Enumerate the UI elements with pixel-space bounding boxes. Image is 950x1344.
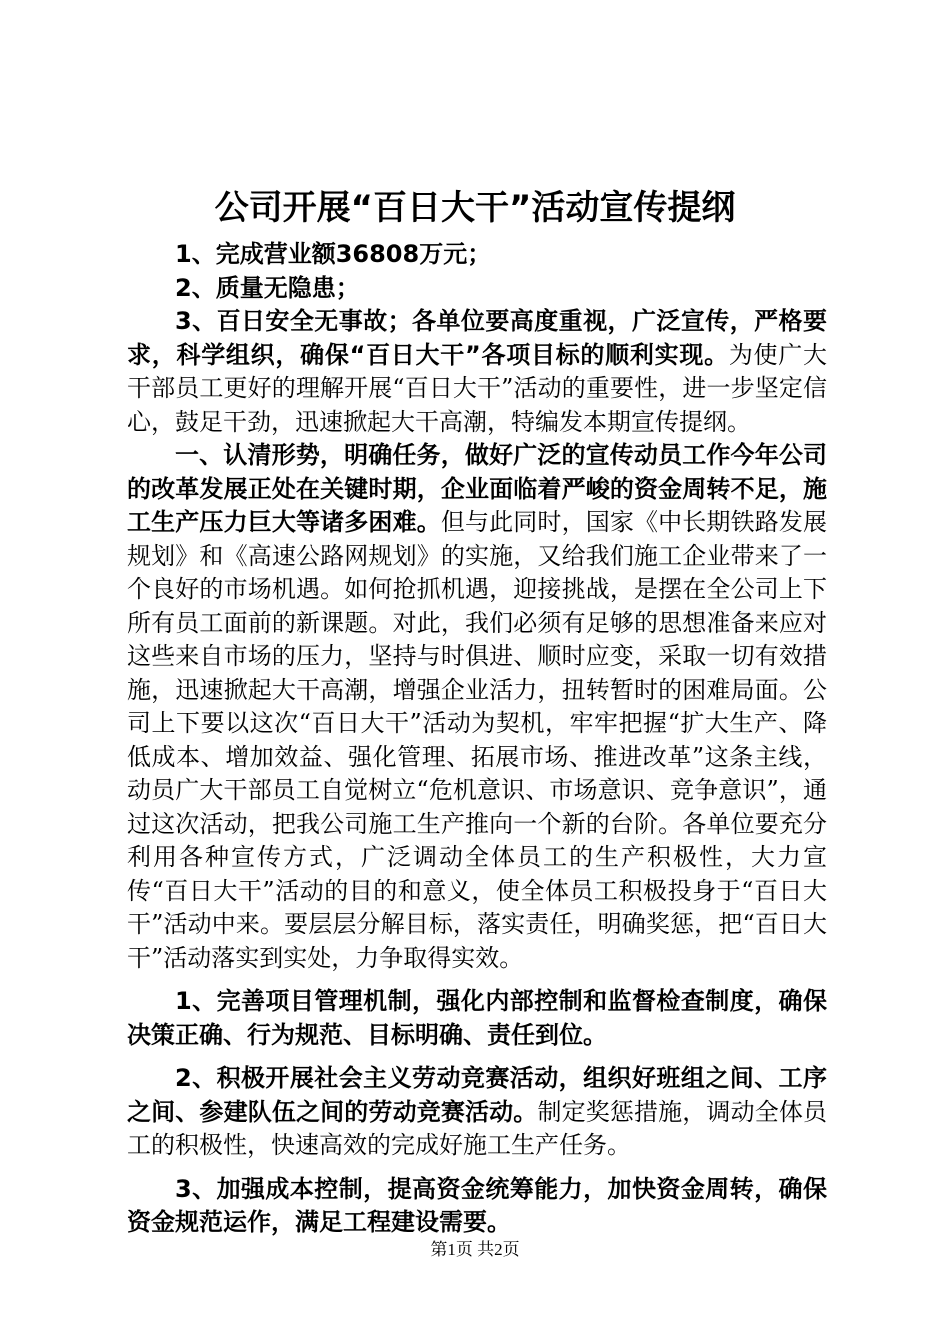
paragraph-bold-text: 2、积极开展社会主义劳动竞赛活动，组织好班组之间、工序之间、参建队伍之间的劳动竞赛活动。 [127, 1064, 827, 1126]
document-body [127, 238, 827, 1240]
paragraph [127, 1062, 827, 1163]
paragraph [127, 305, 827, 439]
paragraph-bold-text: 2、质量无隐患； [175, 273, 360, 302]
paragraph-bold-text: 3、百日安全无事故；各单位要高度重视，广泛宣传，严格要求，科学组织，确保“百日大干”各项目标的顺利实现。 [127, 307, 827, 369]
paragraph-normal-text: 但与此同时，国家《中长期铁路发展规划》和《高速公路网规划》的实施，又给我们施工企业带来了一个良好的市场机遇。如何抢抓机遇，迎接挑战，是摆在全公司上下所有员工面前的新课题。对此，我们必须有足够的思想准备来应对这些来自市场的压力，坚持与时俱进、顺时应变，采取一切有效措施，迅速掀起大干高潮，增强企业活力，扭转暂时的困难局面。公司上下要以这次“百日大干”活动为契机，牢牢把握“扩大生产、降低成本、增加效益、强化管理、拓展市场、推进改革”这条主线，动员广大干部员工自觉树立“危机意识、市场意识、竞争意识”，通过这次活动，把我公司施工生产推向一个新的台阶。各单位要充分利用各种宣传方式，广泛调动全体员工的生产积极性，大力宣传“百日大干”活动的目的和意义，使全体员工积极投身于“百日大干”活动中来。要层层分解目标，落实责任，明确奖惩，把“百日大干”活动落实到实处，力争取得实效。 [127, 508, 828, 972]
paragraph-bold-text: 1、完成营业额36808万元； [175, 240, 492, 268]
page-footer: 第1页 共2页 [430, 1240, 520, 1259]
paragraph [127, 985, 827, 1052]
paragraph-bold-text: 1、完善项目管理机制，强化内部控制和监督检查制度，确保决策正确、行为规范、目标明确、责任到位。 [127, 987, 827, 1049]
document-title: 公司开展“百日大干”活动宣传提纲 [214, 188, 736, 228]
paragraph [127, 238, 827, 272]
paragraph-normal-text: 为使广大干部员工更好的理解开展“百日大干”活动的重要性，进一步坚定信心，鼓足干劲，迅速掀起大干高潮，特编发本期宣传提纲。 [127, 340, 828, 436]
paragraph [127, 1173, 827, 1240]
paragraph [127, 272, 827, 306]
paragraph-bold-text: 一、认清形势，明确任务，做好广泛的宣传动员工作今年公司的改革发展正处在关键时期，企业面临着严峻的资金周转不足，施工生产压力巨大等诸多困难。 [127, 441, 827, 536]
paragraph [127, 439, 827, 975]
paragraph-bold-text: 3、加强成本控制，提高资金统筹能力，加快资金周转，确保资金规范运作，满足工程建设需要。 [127, 1174, 827, 1236]
paragraph-normal-text: 制定奖惩措施，调动全体员工的积极性，快速高效的完成好施工生产任务。 [127, 1097, 828, 1159]
